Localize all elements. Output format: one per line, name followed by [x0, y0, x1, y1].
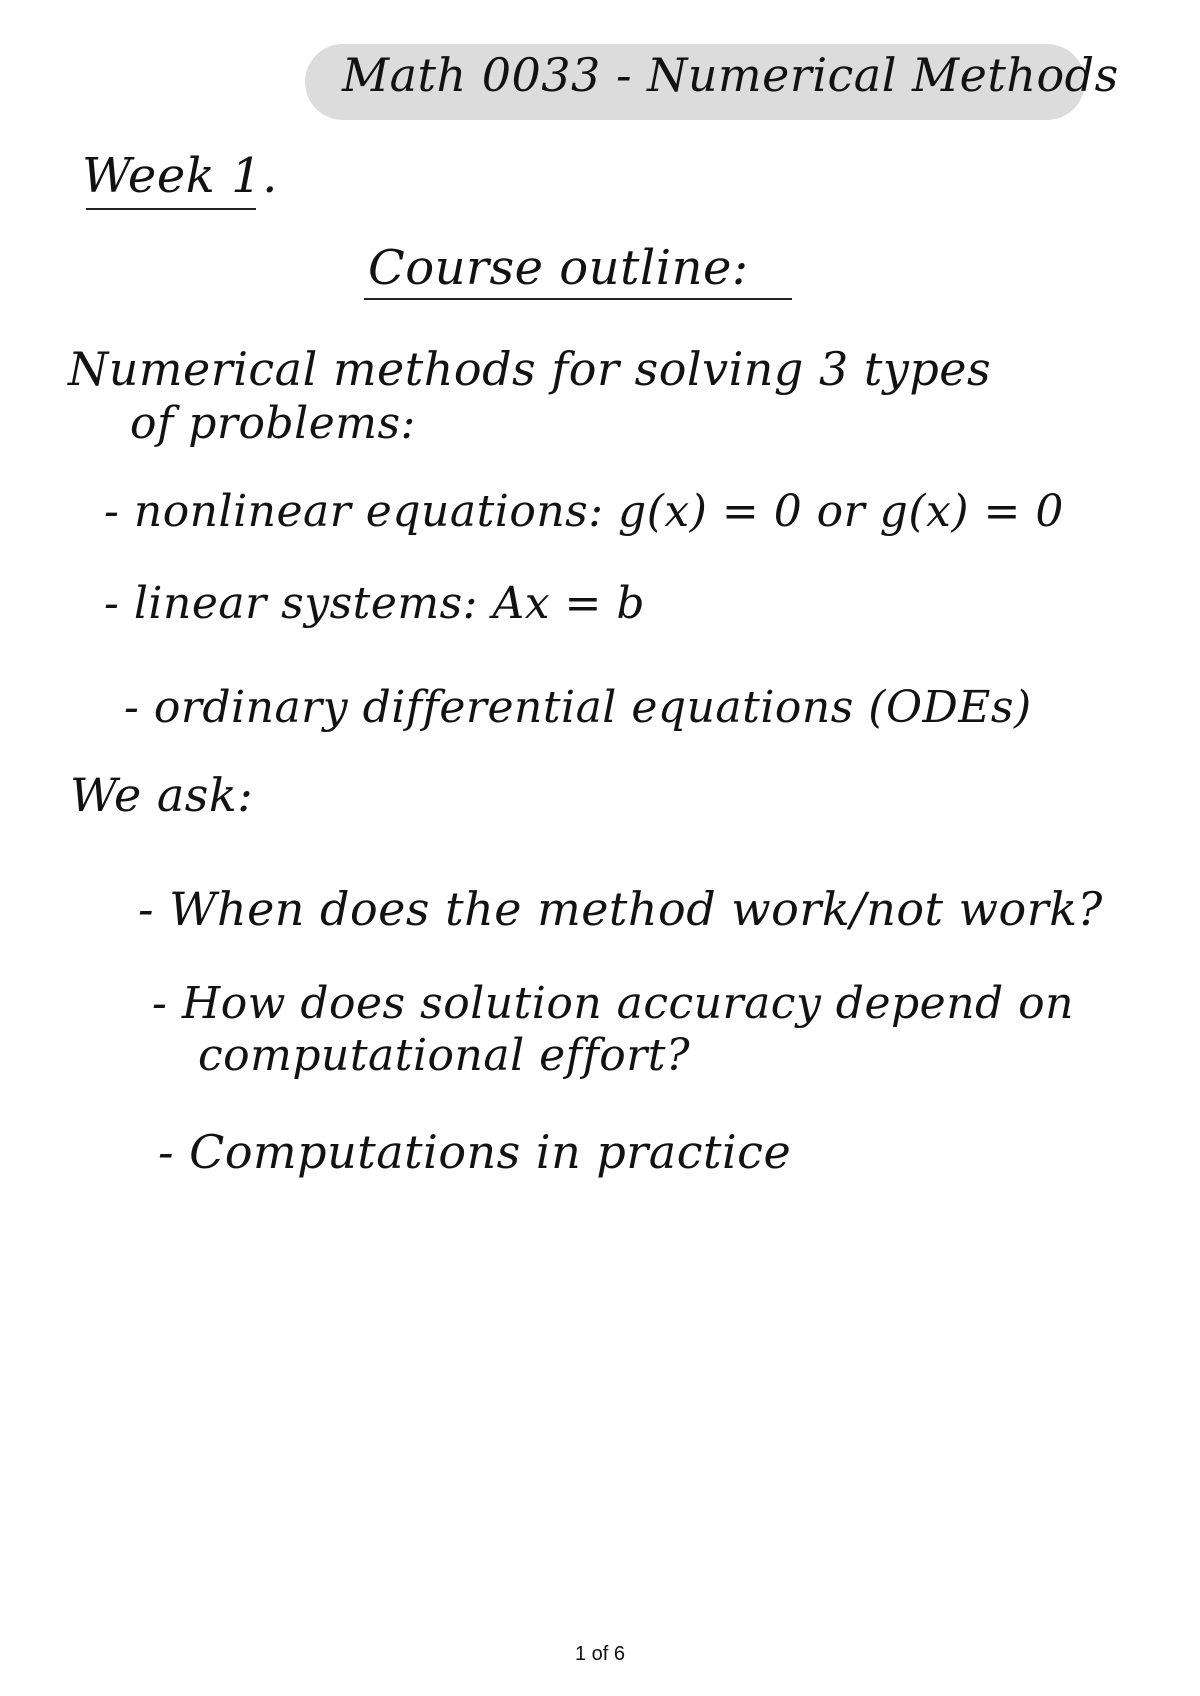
course-outline-heading: Course outline:	[368, 240, 749, 296]
question-method-work: - When does the method work/not work?	[138, 882, 1103, 936]
course-outline-underline	[364, 298, 792, 300]
page-number: 1 of 6	[574, 1643, 626, 1665]
week-underline	[86, 208, 256, 210]
week-heading: Week 1.	[82, 148, 278, 204]
we-ask-heading: We ask:	[70, 768, 254, 822]
intro-line-continuation: of problems:	[130, 398, 416, 449]
question-accuracy: - How does solution accuracy depend on	[152, 978, 1075, 1029]
question-computations-practice: - Computations in practice	[158, 1125, 792, 1179]
problem-type-linear-systems: - linear systems: Ax = b	[104, 578, 646, 629]
intro-line: Numerical methods for solving 3 types	[68, 342, 992, 396]
page-title: Math 0033 - Numerical Methods	[342, 48, 1119, 102]
problem-type-nonlinear-equations: - nonlinear equations: g(x) = 0 or g(x) = 0	[104, 486, 1064, 537]
problem-type-odes: - ordinary differential equations (ODEs)	[124, 682, 1032, 733]
question-accuracy-continuation: computational effort?	[198, 1030, 691, 1081]
